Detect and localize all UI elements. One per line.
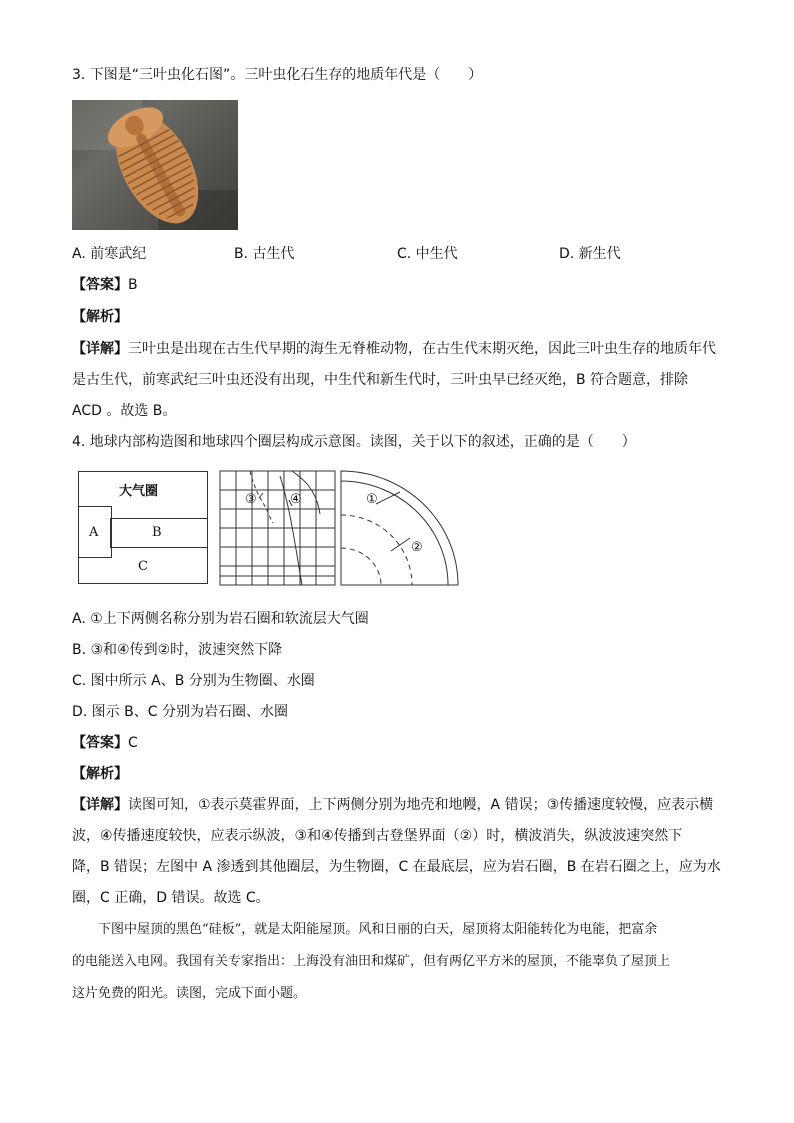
answer-tag: 【答案】 — [72, 735, 128, 751]
marker-4: ④ — [290, 492, 302, 507]
q4-detail-line-4: 圈，C 正确，D 错误。故选 C。 — [72, 890, 270, 906]
passage-line-3: 这片免费的阳光。读图，完成下面小题。 — [72, 986, 307, 1001]
label-b: B — [152, 525, 162, 540]
passage-line-1: 下图中屋顶的黑色“硅板”，就是太阳能屋顶。风和日丽的白天，屋顶将太阳能转化为电能，把富余 — [72, 922, 658, 937]
q4-analysis-tag: 【解析】 — [72, 766, 128, 782]
q3-detail-line-3: ACD 。故选 B。 — [72, 403, 177, 419]
detail-tag: 【详解】 — [72, 341, 128, 357]
q3-detail-line-2: 是古生代，前寒武纪三叶虫还没有出现，中生代和新生代时，三叶虫早已经灭绝，B 符合题意，排除 — [72, 372, 689, 388]
wave-and-layers-graphic — [78, 468, 478, 590]
q3-option-b: B. 古生代 — [234, 246, 295, 262]
q4-stem: 4. 地球内部构造图和地球四个圈层构成示意图。读图，关于以下的叙述，正确的是（ ） — [72, 434, 636, 450]
trilobite-fossil-image — [72, 100, 238, 230]
answer-tag: 【答案】 — [72, 277, 128, 293]
q4-option-a: A. ①上下两侧名称分别为岩石圈和软流层大气圈 — [72, 611, 369, 627]
earth-spheres-diagram — [78, 468, 478, 590]
q4-option-c: C. 图中所示 A、B 分别为生物圈、水圈 — [72, 673, 315, 689]
marker-2: ② — [411, 540, 423, 555]
q3-analysis-tag: 【解析】 — [72, 309, 128, 325]
marker-1: ① — [366, 492, 378, 507]
label-c: C — [138, 559, 148, 574]
q4-option-d: D. 图示 B、C 分别为岩石圈、水圈 — [72, 704, 288, 720]
q3-option-c: C. 中生代 — [397, 246, 458, 262]
answer-value: B — [128, 277, 138, 293]
answer-value: C — [128, 735, 138, 751]
q4-detail-line-3: 降，B 错误；左图中 A 渗透到其他圈层，为生物圈，C 在最底层，应为岩石圈，B 在岩石圈之上，应为水 — [72, 859, 721, 875]
q3-option-a: A. 前寒武纪 — [72, 246, 147, 262]
q3-answer — [72, 276, 138, 294]
label-a: A — [89, 525, 99, 540]
passage-line-2: 的电能送入电网。我国有关专家指出：上海没有油田和煤矿，但有两亿平方米的屋顶，不能辜负了屋顶上 — [72, 954, 671, 969]
q4-answer — [72, 734, 138, 752]
marker-3: ③ — [245, 492, 257, 507]
detail-tag: 【详解】 — [72, 797, 128, 813]
q4-detail-line-1: 【详解】读图可知，①表示莫霍界面，上下两侧分别为地壳和地幔，A 错误；③传播速度较慢，应表示横 — [72, 797, 714, 813]
q3-stem: 3. 下图是“三叶虫化石图”。三叶虫化石生存的地质年代是（ ） — [72, 67, 483, 83]
atmosphere-label: 大气圈 — [119, 484, 159, 499]
q4-option-b: B. ③和④传到②时，波速突然下降 — [72, 642, 283, 658]
q3-detail-line-1: 【详解】三叶虫是出现在古生代早期的海生无脊椎动物，在古生代末期灭绝，因此三叶虫生存的地质年代 — [72, 341, 716, 357]
q4-detail-line-2: 波，④传播速度较快，应表示纵波，③和④传播到古登堡界面（②）时，横波消失，纵波波速突然下 — [72, 828, 683, 844]
q3-option-d: D. 新生代 — [559, 246, 621, 262]
